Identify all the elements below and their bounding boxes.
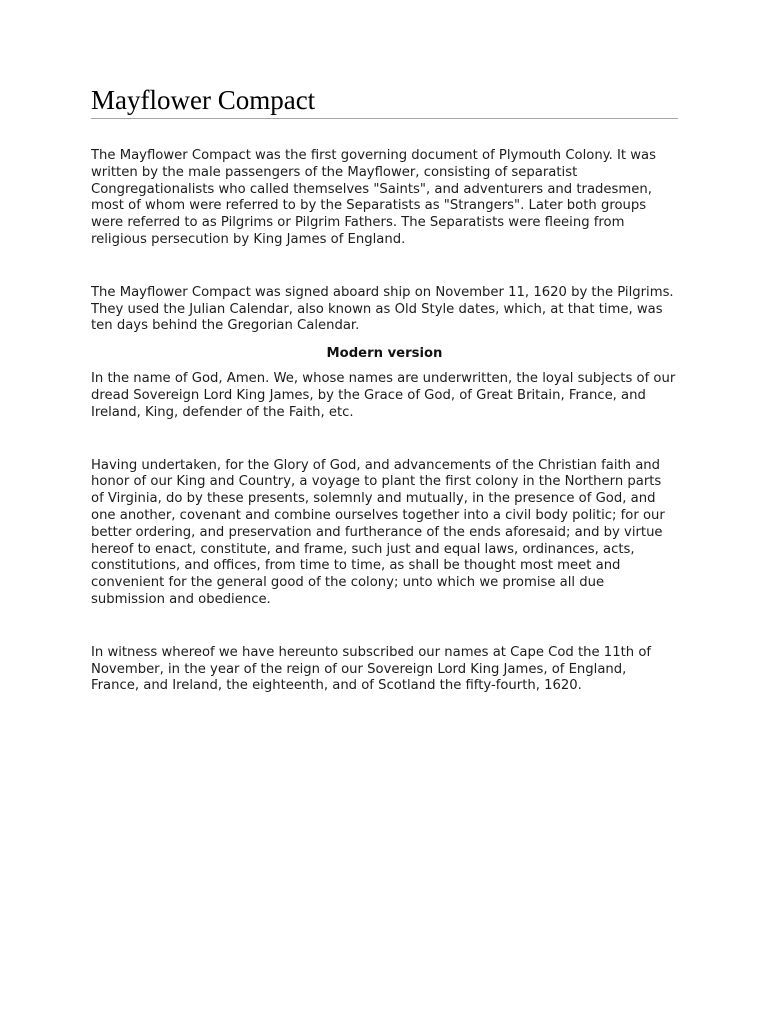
page-title: Mayflower Compact — [91, 84, 678, 119]
compact-paragraph-1: In the name of God, Amen. We, whose names are underwritten, the loyal subjects of our dread Sovereign Lord King James, by the Grace of God, of Great Britain, France, and Ireland, King, defender of the Faith, etc. — [91, 371, 676, 420]
intro-paragraph-1: The Mayflower Compact was the first governing document of Plymouth Colony. It was written by the male passengers of the Mayflower, consisting of separatist Congregationalists who called themselves "Saints", and adventurers and tradesmen, most of whom were referred to by the Separatists as "Strangers". Later both groups were referred to as Pilgrims or Pilgrim Fathers. The Separatists were fleeing from religious persecution by King James of England. — [91, 148, 656, 247]
intro-paragraph-2: The Mayflower Compact was signed aboard ship on November 11, 1620 by the Pilgrims. They used the Julian Calendar, also known as Old Style dates, which, at that time, was ten days behind the Gregorian Calendar. — [91, 284, 674, 334]
compact-paragraph-3: In witness whereof we have hereunto subscribed our names at Cape Cod the 11th of November, in the year of the reign of our Sovereign Lord King James, of England, France, and Ireland, the eighteenth, and of Scotland the fifty-fourth, 1620. — [91, 644, 652, 694]
section-heading: Modern version — [326, 346, 443, 362]
document-page — [91, 84, 678, 695]
compact-paragraph-2: Having undertaken, for the Glory of God, and advancements of the Christian faith and honor of our King and Country, a voyage to plant the first colony in the Northern parts of Virginia, do by these presents, solemnly and mutually, in the presence of God, and one another, covenant and combine ourselves together into a civil body politic; for our better ordering, and preservation and furtherance of the ends aforesaid; and by virtue hereof to enact, constitute, and frame, such just and equal laws, ordinances, acts, constitutions, and offices, from time to time, as shall be thought most meet and convenient for the general good of the colony; unto which we promise all due submission and obedience. — [91, 457, 665, 607]
